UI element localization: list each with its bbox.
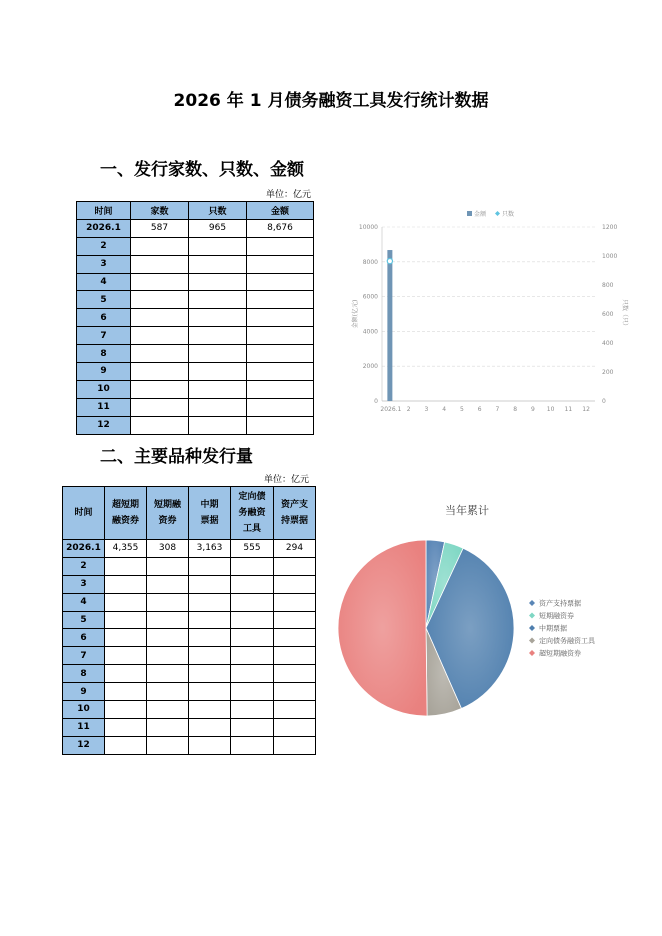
column-header: 时间 xyxy=(77,202,131,220)
table-row xyxy=(77,398,314,416)
table-cell xyxy=(189,701,231,719)
table-row xyxy=(77,363,314,381)
y-tick-label: 10000 xyxy=(358,224,378,231)
y2-tick-label: 800 xyxy=(602,282,614,289)
pie-title: 当年累计 xyxy=(445,504,489,517)
table-row xyxy=(77,327,314,345)
table-cell xyxy=(189,593,231,611)
column-header-line: 票据 xyxy=(200,516,219,526)
row-time-cell: 6 xyxy=(63,629,105,647)
legend-swatch xyxy=(529,600,535,606)
legend-label: 资产支持票据 xyxy=(539,599,581,608)
table-cell xyxy=(147,683,189,701)
column-header xyxy=(105,487,147,540)
column-header xyxy=(63,487,105,540)
table-cell xyxy=(147,718,189,736)
column-header: 金额 xyxy=(247,202,314,220)
row-time-cell: 9 xyxy=(63,683,105,701)
section1-heading: 一、发行家数、只数、金额 xyxy=(100,160,304,180)
table-row xyxy=(63,736,316,754)
legend-swatch xyxy=(529,650,535,656)
page-title: 2026 年 1 月债务融资工具发行统计数据 xyxy=(173,91,489,111)
table-cell: 308 xyxy=(147,540,189,558)
line-point xyxy=(387,258,392,263)
column-header xyxy=(231,487,274,540)
legend-swatch xyxy=(495,211,500,216)
table-cell xyxy=(247,237,314,255)
table-row xyxy=(77,345,314,363)
table-cell xyxy=(189,327,247,345)
x-tick-label: 2026.1 xyxy=(380,406,402,413)
table-cell xyxy=(247,363,314,381)
table-cell xyxy=(147,736,189,754)
column-header-line: 工具 xyxy=(242,524,261,534)
table-row xyxy=(63,593,316,611)
row-time-cell: 2026.1 xyxy=(77,219,131,237)
table-cell xyxy=(189,416,247,434)
column-header: 家数 xyxy=(131,202,189,220)
table-row xyxy=(63,540,316,558)
row-time-cell: 8 xyxy=(77,345,131,363)
table-cell: 294 xyxy=(274,540,316,558)
table-row xyxy=(77,380,314,398)
row-time-cell: 2026.1 xyxy=(63,540,105,558)
column-header-line: 持票据 xyxy=(280,516,308,526)
table-cell xyxy=(189,273,247,291)
table-cell xyxy=(231,575,274,593)
row-time-cell: 10 xyxy=(77,380,131,398)
table-cell xyxy=(147,611,189,629)
row-time-cell: 9 xyxy=(77,363,131,381)
x-tick-label: 4 xyxy=(442,406,447,413)
table-cell xyxy=(105,557,147,575)
product-issuance-table xyxy=(62,486,316,755)
table-cell: 587 xyxy=(131,219,189,237)
row-time-cell: 12 xyxy=(77,416,131,434)
row-time-cell: 5 xyxy=(77,291,131,309)
table-cell xyxy=(189,309,247,327)
table-cell xyxy=(105,593,147,611)
table-cell: 8,676 xyxy=(247,219,314,237)
table-cell xyxy=(189,718,231,736)
row-time-cell: 6 xyxy=(77,309,131,327)
y2-tick-label: 1000 xyxy=(602,253,618,260)
x-tick-label: 7 xyxy=(495,406,500,413)
table-cell xyxy=(189,683,231,701)
row-time-cell: 2 xyxy=(77,237,131,255)
table-cell xyxy=(247,380,314,398)
column-header xyxy=(274,487,316,540)
table-cell xyxy=(189,557,231,575)
table-cell xyxy=(189,665,231,683)
x-tick-label: 9 xyxy=(530,406,535,413)
table-cell xyxy=(147,701,189,719)
table-cell xyxy=(247,255,314,273)
row-time-cell: 4 xyxy=(77,273,131,291)
table-cell xyxy=(131,273,189,291)
y-axis-title: 金额(亿元) xyxy=(352,299,359,329)
table-cell xyxy=(131,416,189,434)
table-row xyxy=(63,575,316,593)
table-cell xyxy=(231,736,274,754)
table-cell xyxy=(131,255,189,273)
table-cell xyxy=(189,575,231,593)
table-cell xyxy=(189,363,247,381)
table-row xyxy=(77,291,314,309)
cumulative-pie-chart xyxy=(330,495,630,725)
table-row xyxy=(63,701,316,719)
row-time-cell: 10 xyxy=(63,701,105,719)
column-header-line: 定向债 xyxy=(238,492,266,502)
row-time-cell: 3 xyxy=(77,255,131,273)
y2-tick-label: 200 xyxy=(602,369,614,376)
table-cell xyxy=(105,736,147,754)
table-cell xyxy=(131,363,189,381)
row-time-cell: 3 xyxy=(63,575,105,593)
table-cell xyxy=(189,345,247,363)
table-cell xyxy=(274,701,316,719)
table-cell xyxy=(274,736,316,754)
row-time-cell: 4 xyxy=(63,593,105,611)
table-cell xyxy=(274,593,316,611)
legend-swatch xyxy=(529,613,535,619)
column-header-line: 超短期 xyxy=(111,500,139,510)
table-cell xyxy=(247,291,314,309)
table-cell xyxy=(105,683,147,701)
legend-label: 超短期融资券 xyxy=(539,649,581,658)
y-tick-label: 4000 xyxy=(362,328,378,336)
table-cell xyxy=(231,593,274,611)
legend-label: 短期融资券 xyxy=(539,612,574,620)
table-cell xyxy=(247,327,314,345)
y-tick-label: 2000 xyxy=(362,363,378,371)
table-cell xyxy=(131,398,189,416)
table-row xyxy=(77,309,314,327)
table-cell xyxy=(189,237,247,255)
bar xyxy=(387,250,392,401)
table-cell xyxy=(274,575,316,593)
table-row xyxy=(77,255,314,273)
row-time-cell: 7 xyxy=(77,327,131,345)
table-row xyxy=(63,629,316,647)
table-cell xyxy=(189,647,231,665)
table-cell: 3,163 xyxy=(189,540,231,558)
table-cell: 4,355 xyxy=(105,540,147,558)
table-cell xyxy=(105,718,147,736)
legend-swatch xyxy=(529,625,535,631)
table-row xyxy=(63,718,316,736)
x-tick-label: 10 xyxy=(546,406,555,413)
legend-label: 中期票据 xyxy=(539,624,567,633)
table-cell xyxy=(231,557,274,575)
table-cell xyxy=(131,291,189,309)
section2-heading: 二、主要品种发行量 xyxy=(100,447,253,467)
table-cell xyxy=(147,629,189,647)
table-cell xyxy=(247,398,314,416)
column-header xyxy=(189,487,231,540)
table-cell xyxy=(231,611,274,629)
y-tick-label: 0 xyxy=(374,398,378,405)
legend-swatch xyxy=(467,211,472,216)
table-cell xyxy=(231,683,274,701)
row-time-cell: 5 xyxy=(63,611,105,629)
table-cell xyxy=(247,416,314,434)
table-cell xyxy=(274,683,316,701)
table-cell xyxy=(147,647,189,665)
column-header xyxy=(147,487,189,540)
table-header-row xyxy=(63,487,316,540)
legend-label: 定向债务融资工具 xyxy=(539,637,595,645)
amount-count-chart xyxy=(345,205,630,420)
x-tick-label: 11 xyxy=(564,406,573,413)
table-cell xyxy=(147,557,189,575)
table-cell xyxy=(189,255,247,273)
table-cell xyxy=(189,611,231,629)
table-cell xyxy=(231,647,274,665)
row-time-cell: 7 xyxy=(63,647,105,665)
column-header-line: 时间 xyxy=(74,508,93,518)
table-cell xyxy=(274,718,316,736)
table-cell xyxy=(147,575,189,593)
section1-unit: 单位：亿元 xyxy=(266,190,312,200)
pie-slice xyxy=(338,540,427,716)
column-header-line: 中期 xyxy=(200,500,219,510)
table-row xyxy=(63,665,316,683)
x-tick-label: 2 xyxy=(406,406,411,413)
table-cell xyxy=(147,665,189,683)
x-tick-label: 5 xyxy=(459,406,464,413)
table-cell: 555 xyxy=(231,540,274,558)
table-row xyxy=(77,219,314,237)
table-cell xyxy=(247,273,314,291)
table-cell xyxy=(189,629,231,647)
x-tick-label: 8 xyxy=(513,406,518,413)
table-cell xyxy=(231,718,274,736)
table-cell xyxy=(105,629,147,647)
legend-label: 金额 xyxy=(474,211,487,218)
column-header: 只数 xyxy=(189,202,247,220)
table-cell xyxy=(105,647,147,665)
table-cell xyxy=(231,701,274,719)
table-cell xyxy=(274,647,316,665)
y2-tick-label: 1200 xyxy=(602,224,618,231)
table-cell xyxy=(274,665,316,683)
issuance-count-table xyxy=(76,201,314,435)
table-cell xyxy=(189,380,247,398)
row-time-cell: 12 xyxy=(63,736,105,754)
table-cell xyxy=(247,345,314,363)
y-tick-label: 8000 xyxy=(362,258,378,266)
x-tick-label: 3 xyxy=(424,406,429,413)
table-cell xyxy=(131,345,189,363)
table-cell xyxy=(131,237,189,255)
table-row xyxy=(63,647,316,665)
legend-label: 只数 xyxy=(502,211,515,218)
table-cell: 965 xyxy=(189,219,247,237)
table-row xyxy=(77,416,314,434)
row-time-cell: 11 xyxy=(63,718,105,736)
column-header-line: 资券 xyxy=(158,516,177,526)
column-header-line: 短期融 xyxy=(153,500,181,510)
x-tick-label: 12 xyxy=(582,406,590,413)
section2-unit: 单位：亿元 xyxy=(264,475,310,485)
y2-axis-title: 只数（只） xyxy=(621,298,628,330)
column-header-line: 融资券 xyxy=(111,516,139,526)
table-row xyxy=(77,237,314,255)
y2-tick-label: 0 xyxy=(602,398,606,405)
table-cell xyxy=(105,665,147,683)
table-row xyxy=(63,611,316,629)
y2-tick-label: 400 xyxy=(602,340,614,347)
table-cell xyxy=(131,309,189,327)
row-time-cell: 2 xyxy=(63,557,105,575)
table-cell xyxy=(105,575,147,593)
table-cell xyxy=(274,557,316,575)
table-row xyxy=(63,683,316,701)
table-cell xyxy=(231,665,274,683)
table-cell xyxy=(131,380,189,398)
table-cell xyxy=(274,629,316,647)
column-header-line: 务融资 xyxy=(238,508,266,518)
table-cell xyxy=(274,611,316,629)
table-row xyxy=(77,273,314,291)
table-cell xyxy=(189,736,231,754)
table-cell xyxy=(189,291,247,309)
table-header-row xyxy=(77,202,314,220)
x-tick-label: 6 xyxy=(477,406,482,413)
table-cell xyxy=(131,327,189,345)
table-cell xyxy=(105,701,147,719)
row-time-cell: 8 xyxy=(63,665,105,683)
y2-tick-label: 600 xyxy=(602,311,614,318)
table-cell xyxy=(189,398,247,416)
y-tick-label: 6000 xyxy=(362,293,378,301)
table-cell xyxy=(147,593,189,611)
table-cell xyxy=(247,309,314,327)
row-time-cell: 11 xyxy=(77,398,131,416)
table-cell xyxy=(231,629,274,647)
column-header-line: 资产支 xyxy=(280,500,308,510)
table-cell xyxy=(105,611,147,629)
legend-swatch xyxy=(529,638,535,644)
table-row xyxy=(63,557,316,575)
